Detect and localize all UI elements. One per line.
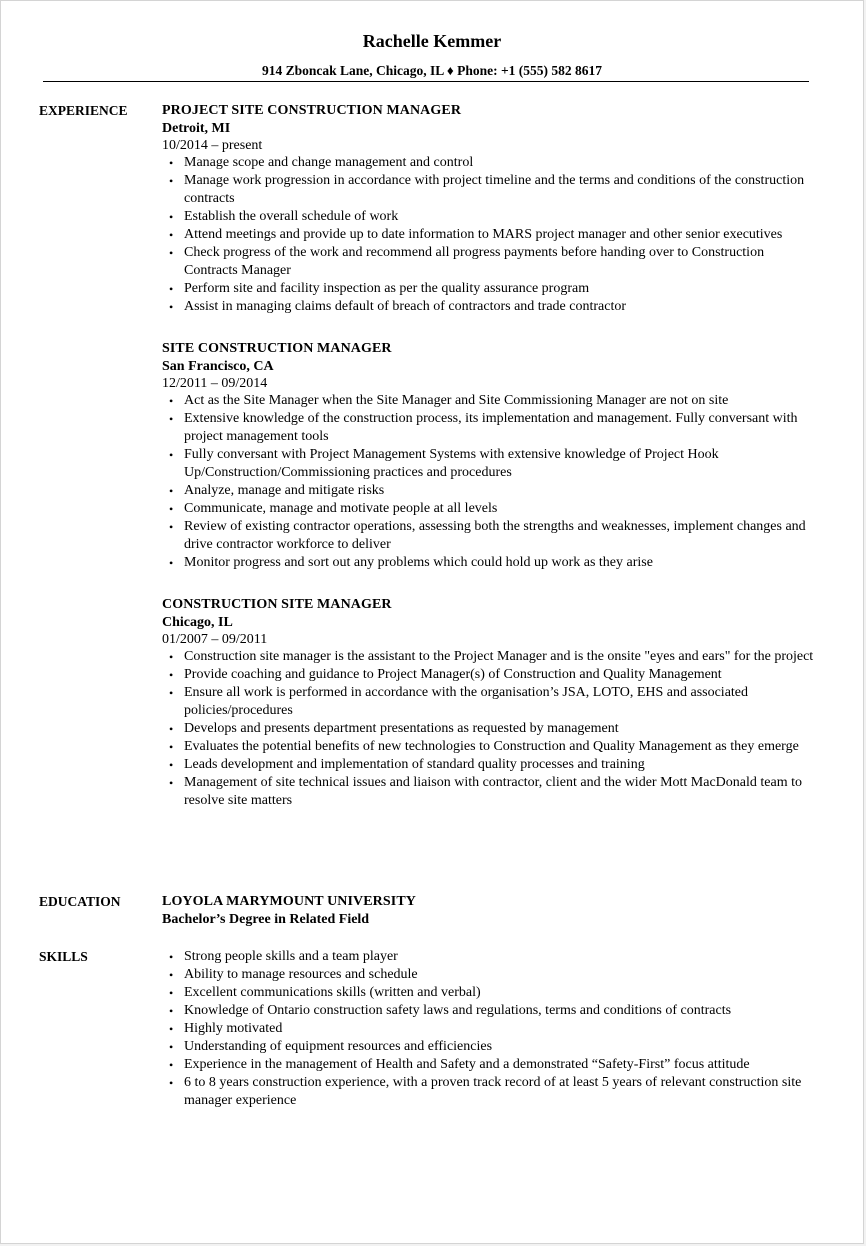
- skill-item: • Strong people skills and a team player: [162, 948, 817, 966]
- skill-item: • Knowledge of Ontario construction safety laws and regulations, terms and conditions of contracts: [162, 1002, 817, 1020]
- experience-heading: EXPERIENCE: [39, 103, 128, 118]
- job-entry: [162, 102, 817, 316]
- job-bullets: [162, 392, 817, 572]
- skill-item: • 6 to 8 years construction experience, with a proven track record of at least 5 years of relevant construction site manager experience: [162, 1074, 817, 1110]
- job-location: San Francisco, CA: [162, 359, 274, 374]
- resume-header: [1, 29, 863, 79]
- school-name: LOYOLA MARYMOUNT UNIVERSITY: [162, 894, 416, 909]
- job-dates: 12/2011 – 09/2014: [162, 376, 268, 391]
- job-entry: [162, 596, 817, 810]
- job-bullet: • Management of site technical issues and liaison with contractor, client and the wider Mott MacDonald team to resolve site matters: [162, 774, 817, 810]
- job-bullet: • Extensive knowledge of the construction process, its implementation and management. Fully conversant with project management tools: [162, 410, 817, 446]
- job-bullet: • Perform site and facility inspection as per the quality assurance program: [162, 280, 817, 298]
- job-bullet: • Act as the Site Manager when the Site Manager and Site Commissioning Manager are not on site: [162, 392, 817, 410]
- candidate-name: Rachelle Kemmer: [362, 31, 502, 51]
- job-bullet: • Construction site manager is the assistant to the Project Manager and is the onsite "eyes and ears" for the project: [162, 648, 817, 666]
- skills-heading: SKILLS: [39, 949, 88, 964]
- job-bullets: [162, 648, 817, 810]
- degree: Bachelor’s Degree in Related Field: [162, 912, 370, 927]
- job-bullet: • Ensure all work is performed in accordance with the organisation’s JSA, LOTO, EHS and associated policies/procedures: [162, 684, 817, 720]
- skill-item: • Highly motivated: [162, 1020, 817, 1038]
- job-title: CONSTRUCTION SITE MANAGER: [162, 597, 392, 612]
- contact-line: 914 Zboncak Lane, Chicago, IL ♦ Phone: +1 (555) 582 8617: [261, 63, 603, 78]
- header-divider: [43, 81, 809, 82]
- job-bullet: • Provide coaching and guidance to Project Manager(s) of Construction and Quality Management: [162, 666, 817, 684]
- job-bullet: • Establish the overall schedule of work: [162, 208, 817, 226]
- experience-body: [162, 102, 817, 834]
- skill-item: • Experience in the management of Health and Safety and a demonstrated “Safety-First” focus attitude: [162, 1056, 817, 1074]
- job-bullets: [162, 154, 817, 316]
- job-bullet: • Analyze, manage and mitigate risks: [162, 482, 817, 500]
- job-entry: [162, 340, 817, 572]
- skill-item: • Ability to manage resources and schedule: [162, 966, 817, 984]
- job-bullet: • Communicate, manage and motivate people at all levels: [162, 500, 817, 518]
- education-body: [162, 893, 817, 929]
- job-bullet: • Check progress of the work and recommend all progress payments before handing over to Construction Contracts Manager: [162, 244, 817, 280]
- job-bullet: • Manage work progression in accordance with project timeline and the terms and conditions of the construction contracts: [162, 172, 817, 208]
- skill-item: • Excellent communications skills (written and verbal): [162, 984, 817, 1002]
- job-location: Chicago, IL: [162, 615, 233, 630]
- job-bullet: • Monitor progress and sort out any problems which could hold up work as they arise: [162, 554, 817, 572]
- skill-item: • Understanding of equipment resources and efficiencies: [162, 1038, 817, 1056]
- job-bullet: • Review of existing contractor operations, assessing both the strengths and weaknesses, implement changes and drive contractor workforce to deliver: [162, 518, 817, 554]
- skills-list: [162, 948, 817, 1110]
- job-dates: 10/2014 – present: [162, 138, 263, 153]
- skills-body: [162, 948, 817, 1110]
- job-title: SITE CONSTRUCTION MANAGER: [162, 341, 392, 356]
- job-bullet: • Manage scope and change management and control: [162, 154, 817, 172]
- job-bullet: • Assist in managing claims default of breach of contractors and trade contractor: [162, 298, 817, 316]
- job-bullet: • Fully conversant with Project Management Systems with extensive knowledge of Project Hook Up/Construction/Commissioning practices and procedures: [162, 446, 817, 482]
- job-title: PROJECT SITE CONSTRUCTION MANAGER: [162, 103, 462, 118]
- education-heading: EDUCATION: [39, 894, 121, 909]
- job-bullet: • Attend meetings and provide up to date information to MARS project manager and other senior executives: [162, 226, 817, 244]
- job-bullet: • Evaluates the potential benefits of new technologies to Construction and Quality Management as they emerge: [162, 738, 817, 756]
- job-bullet: • Leads development and implementation of standard quality processes and training: [162, 756, 817, 774]
- job-bullet: • Develops and presents department presentations as requested by management: [162, 720, 817, 738]
- job-location: Detroit, MI: [162, 121, 231, 136]
- job-dates: 01/2007 – 09/2011: [162, 632, 268, 647]
